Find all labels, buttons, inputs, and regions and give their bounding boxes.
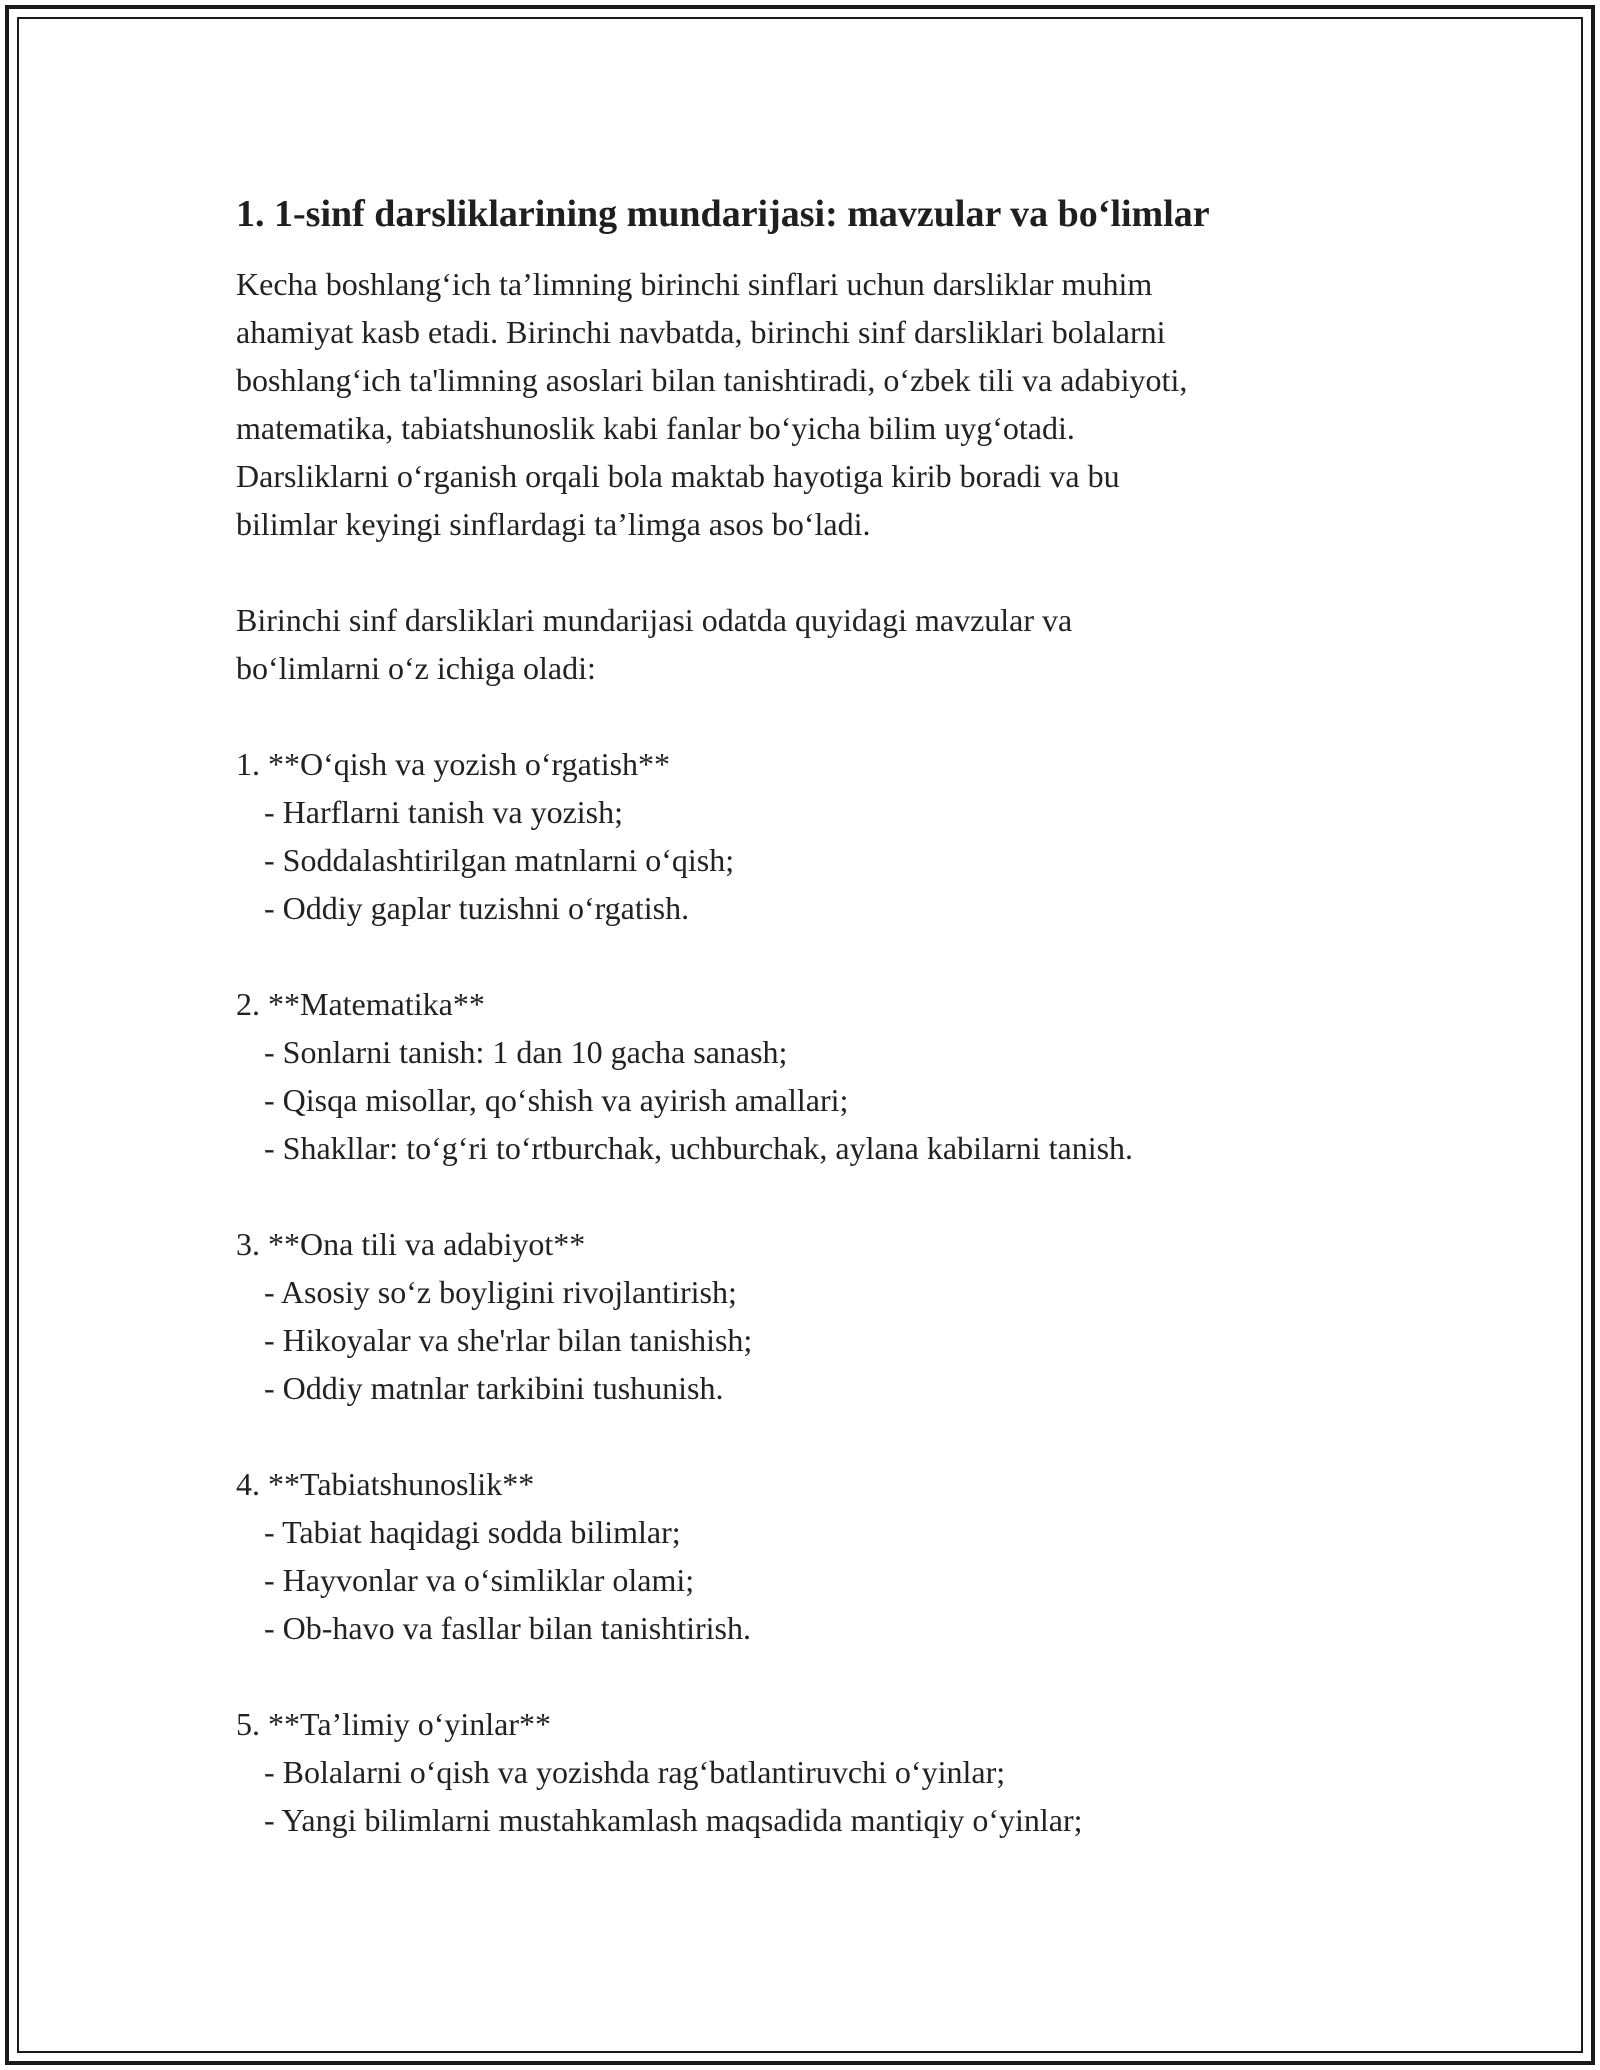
intro-line: bilimlar keyingi sinflardagi ta’limga asos bo‘ladi. — [236, 506, 871, 542]
list-item: - Tabiat haqidagi sodda bilimlar; — [264, 1514, 681, 1550]
lead-paragraph — [236, 596, 1386, 692]
section-2 — [236, 980, 1386, 1172]
lead-line: Birinchi sinf darsliklari mundarijasi odatda quyidagi mavzular va — [236, 602, 1073, 638]
section-5 — [236, 1700, 1386, 1844]
list-item: - Yangi bilimlarni mustahkamlash maqsadida mantiqiy o‘yinlar; — [264, 1802, 1083, 1838]
list-item: - Asosiy so‘z boyligini rivojlantirish; — [264, 1274, 737, 1310]
section-title: 3. **Ona tili va adabiyot** — [236, 1226, 586, 1262]
intro-line: ahamiyat kasb etadi. Birinchi navbatda, birinchi sinf darsliklari bolalarni — [236, 314, 1166, 350]
list-item: - Sonlarni tanish: 1 dan 10 gacha sanash; — [264, 1034, 788, 1070]
list-item: - Hayvonlar va o‘simliklar olami; — [264, 1562, 695, 1598]
section-title: 5. **Ta’limiy o‘yinlar** — [236, 1706, 552, 1742]
list-item: - Oddiy matnlar tarkibini tushunish. — [264, 1370, 724, 1406]
section-title: 2. **Matematika** — [236, 986, 485, 1022]
intro-line: boshlang‘ich ta'limning asoslari bilan tanishtiradi, o‘zbek tili va adabiyoti, — [236, 362, 1188, 398]
page-title: 1. 1-sinf darsliklarining mundarijasi: mavzular va bo‘limlar — [236, 193, 1210, 235]
list-item: - Qisqa misollar, qo‘shish va ayirish amallari; — [264, 1082, 849, 1118]
section-3 — [236, 1220, 1386, 1412]
list-item: - Ob-havo va fasllar bilan tanishtirish. — [264, 1610, 751, 1646]
intro-line: matematika, tabiatshunoslik kabi fanlar bo‘yicha bilim uyg‘otadi. — [236, 410, 1075, 446]
list-item: - Harflarni tanish va yozish; — [264, 794, 623, 830]
lead-line: bo‘limlarni o‘z ichiga oladi: — [236, 650, 596, 686]
intro-paragraph — [236, 260, 1386, 548]
section-4 — [236, 1460, 1386, 1652]
list-item: - Bolalarni o‘qish va yozishda rag‘batlantiruvchi o‘yinlar; — [264, 1754, 1006, 1790]
list-item: - Hikoyalar va she'rlar bilan tanishish; — [264, 1322, 753, 1358]
list-item: - Oddiy gaplar tuzishni o‘rgatish. — [264, 890, 690, 926]
intro-line: Kecha boshlang‘ich ta’limning birinchi sinflari uchun darsliklar muhim — [236, 266, 1153, 302]
list-item: - Shakllar: to‘g‘ri to‘rtburchak, uchburchak, aylana kabilarni tanish. — [264, 1130, 1134, 1166]
section-1 — [236, 740, 1386, 932]
section-title: 4. **Tabiatshunoslik** — [236, 1466, 535, 1502]
intro-line: Darsliklarni o‘rganish orqali bola maktab hayotiga kirib boradi va bu — [236, 458, 1120, 494]
document-body — [236, 190, 1386, 1844]
list-item: - Soddalashtirilgan matnlarni o‘qish; — [264, 842, 735, 878]
section-title: 1. **O‘qish va yozish o‘rgatish** — [236, 746, 671, 782]
